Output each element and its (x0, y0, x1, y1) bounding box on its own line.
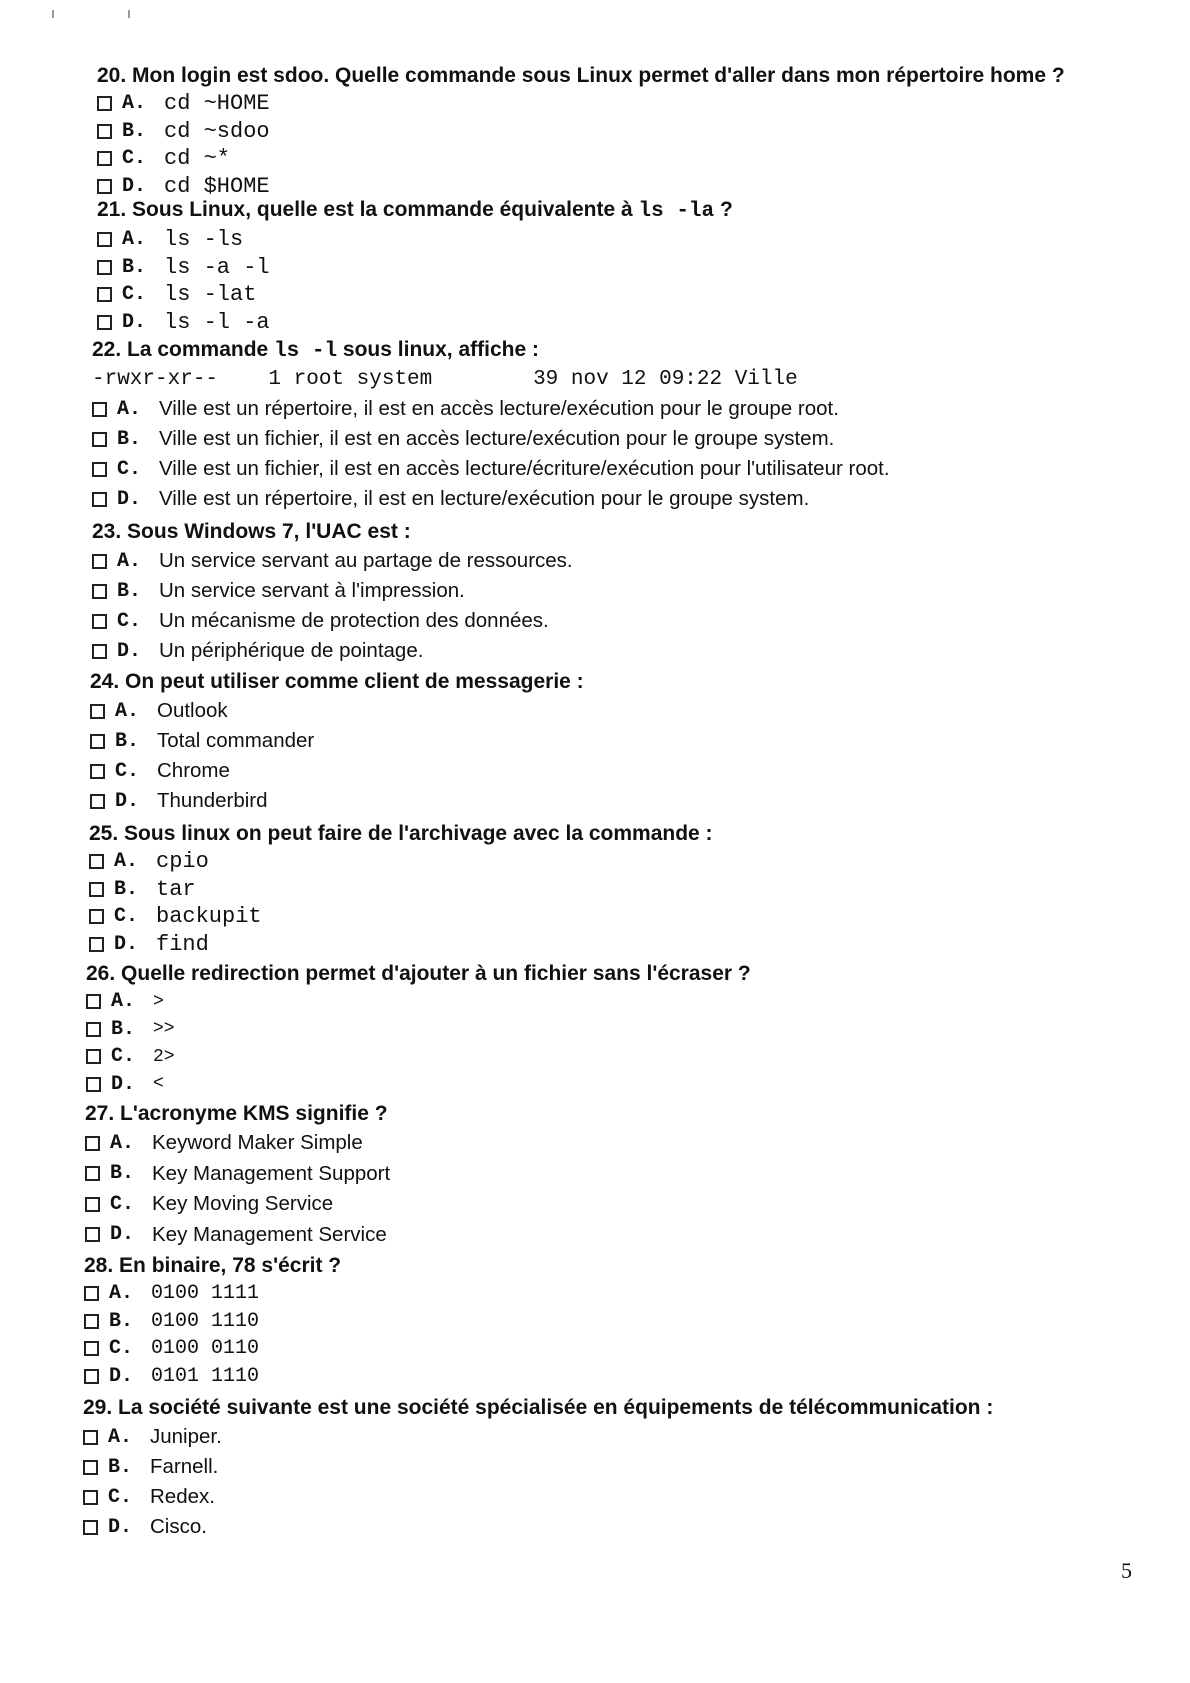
option-a[interactable]: A. cd ~HOME (97, 90, 1157, 118)
ls-output: -rwxr-xr-- 1 root system 39 nov 12 09:22 Ville (92, 368, 798, 391)
option-d[interactable]: D. ls -l -a (97, 309, 1157, 337)
question-22 (92, 336, 1152, 514)
checkbox[interactable] (83, 1490, 98, 1505)
scan-mark (52, 10, 54, 18)
option-b[interactable]: B. 0100 1110 (84, 1308, 1144, 1336)
option-a[interactable]: A. Outlook (90, 696, 1150, 726)
option-b[interactable]: B. Total commander (90, 726, 1150, 756)
option-c[interactable]: C. Key Moving Service (85, 1189, 1145, 1220)
checkbox[interactable] (97, 287, 112, 302)
option-d[interactable]: D. Ville est un répertoire, il est en lecture/exécution pour le groupe system. (92, 484, 1152, 514)
checkbox[interactable] (83, 1430, 98, 1445)
option-d[interactable]: D. find (89, 931, 1149, 959)
question-27 (85, 1100, 1145, 1250)
question-title: 26. Quelle redirection permet d'ajouter à un fichier sans l'écraser ? (86, 962, 751, 985)
checkbox[interactable] (85, 1227, 100, 1242)
option-c[interactable]: C. ls -lat (97, 281, 1157, 309)
option-b[interactable]: B. Farnell. (83, 1452, 1143, 1482)
option-b[interactable]: B. Un service servant à l'impression. (92, 576, 1152, 606)
checkbox[interactable] (86, 1049, 101, 1064)
question-title: 23. Sous Windows 7, l'UAC est : (92, 520, 411, 543)
option-c[interactable]: C. backupit (89, 903, 1149, 931)
option-c[interactable]: C. Chrome (90, 756, 1150, 786)
question-title: 27. L'acronyme KMS signifie ? (85, 1102, 388, 1125)
question-title: 29. La société suivante est une société spécialisée en équipements de télécommunication : (83, 1396, 994, 1419)
checkbox[interactable] (84, 1369, 99, 1384)
checkbox[interactable] (97, 232, 112, 247)
checkbox[interactable] (97, 151, 112, 166)
checkbox[interactable] (89, 937, 104, 952)
checkbox[interactable] (86, 1077, 101, 1092)
checkbox[interactable] (89, 854, 104, 869)
checkbox[interactable] (90, 764, 105, 779)
option-b[interactable]: B. ls -a -l (97, 254, 1157, 282)
checkbox[interactable] (92, 462, 107, 477)
question-title: 25. Sous linux on peut faire de l'archivage avec la commande : (89, 822, 713, 845)
checkbox[interactable] (97, 315, 112, 330)
option-c[interactable]: C. Redex. (83, 1482, 1143, 1512)
option-d[interactable]: D. < (86, 1071, 1146, 1099)
option-a[interactable]: A. 0100 1111 (84, 1280, 1144, 1308)
checkbox[interactable] (92, 492, 107, 507)
checkbox[interactable] (89, 882, 104, 897)
scan-mark (128, 10, 130, 18)
option-b[interactable]: B. tar (89, 876, 1149, 904)
option-a[interactable]: A. Juniper. (83, 1422, 1143, 1452)
option-d[interactable]: D. Thunderbird (90, 786, 1150, 816)
checkbox[interactable] (92, 432, 107, 447)
checkbox[interactable] (83, 1520, 98, 1535)
question-29 (83, 1394, 1143, 1542)
checkbox[interactable] (83, 1460, 98, 1475)
question-25 (89, 820, 1149, 958)
checkbox[interactable] (89, 909, 104, 924)
option-b[interactable]: B. >> (86, 1016, 1146, 1044)
checkbox[interactable] (92, 402, 107, 417)
question-20 (97, 62, 1157, 200)
question-title: 24. On peut utiliser comme client de messagerie : (90, 670, 584, 693)
checkbox[interactable] (97, 179, 112, 194)
option-a[interactable]: A. Keyword Maker Simple (85, 1128, 1145, 1159)
option-c[interactable]: C. Un mécanisme de protection des données. (92, 606, 1152, 636)
checkbox[interactable] (92, 554, 107, 569)
checkbox[interactable] (90, 704, 105, 719)
option-c[interactable]: C. 2> (86, 1043, 1146, 1071)
option-a[interactable]: A. Un service servant au partage de ressources. (92, 546, 1152, 576)
checkbox[interactable] (92, 614, 107, 629)
checkbox[interactable] (97, 124, 112, 139)
option-a[interactable]: A. > (86, 988, 1146, 1016)
checkbox[interactable] (86, 994, 101, 1009)
checkbox[interactable] (84, 1286, 99, 1301)
checkbox[interactable] (92, 584, 107, 599)
question-21 (97, 196, 1157, 336)
checkbox[interactable] (90, 734, 105, 749)
question-title: 21. Sous Linux, quelle est la commande équivalente à ls -la ? (97, 198, 733, 223)
page-number: 5 (1121, 1558, 1132, 1583)
option-d[interactable]: D. Key Management Service (85, 1220, 1145, 1251)
checkbox[interactable] (97, 260, 112, 275)
option-d[interactable]: D. 0101 1110 (84, 1363, 1144, 1391)
question-title: 28. En binaire, 78 s'écrit ? (84, 1254, 342, 1277)
question-26 (86, 960, 1146, 1098)
option-a[interactable]: A. Ville est un répertoire, il est en accès lecture/exécution pour le groupe root. (92, 394, 1152, 424)
option-c[interactable]: C. cd ~* (97, 145, 1157, 173)
checkbox[interactable] (85, 1197, 100, 1212)
option-a[interactable]: A. cpio (89, 848, 1149, 876)
checkbox[interactable] (86, 1022, 101, 1037)
question-title: 22. La commande ls -l sous linux, affiche : (92, 338, 539, 363)
question-23 (92, 518, 1152, 666)
checkbox[interactable] (84, 1314, 99, 1329)
checkbox[interactable] (85, 1166, 100, 1181)
checkbox[interactable] (92, 644, 107, 659)
option-d[interactable]: D. cd $HOME (97, 173, 1157, 201)
checkbox[interactable] (84, 1341, 99, 1356)
option-b[interactable]: B. Ville est un fichier, il est en accès lecture/exécution pour le groupe system. (92, 424, 1152, 454)
checkbox[interactable] (97, 96, 112, 111)
question-title: 20. Mon login est sdoo. Quelle commande sous Linux permet d'aller dans mon répertoire home ? (97, 64, 1065, 87)
option-d[interactable]: D. Un périphérique de pointage. (92, 636, 1152, 666)
option-b[interactable]: B. Key Management Support (85, 1159, 1145, 1190)
option-c[interactable]: C. 0100 0110 (84, 1335, 1144, 1363)
checkbox[interactable] (85, 1136, 100, 1151)
option-b[interactable]: B. cd ~sdoo (97, 118, 1157, 146)
question-28 (84, 1252, 1144, 1390)
option-c[interactable]: C. Ville est un fichier, il est en accès lecture/écriture/exécution pour l'utilisateur root. (92, 454, 1152, 484)
option-d[interactable]: D. Cisco. (83, 1512, 1143, 1542)
question-24 (90, 668, 1150, 816)
option-a[interactable]: A. ls -ls (97, 226, 1157, 254)
checkbox[interactable] (90, 794, 105, 809)
